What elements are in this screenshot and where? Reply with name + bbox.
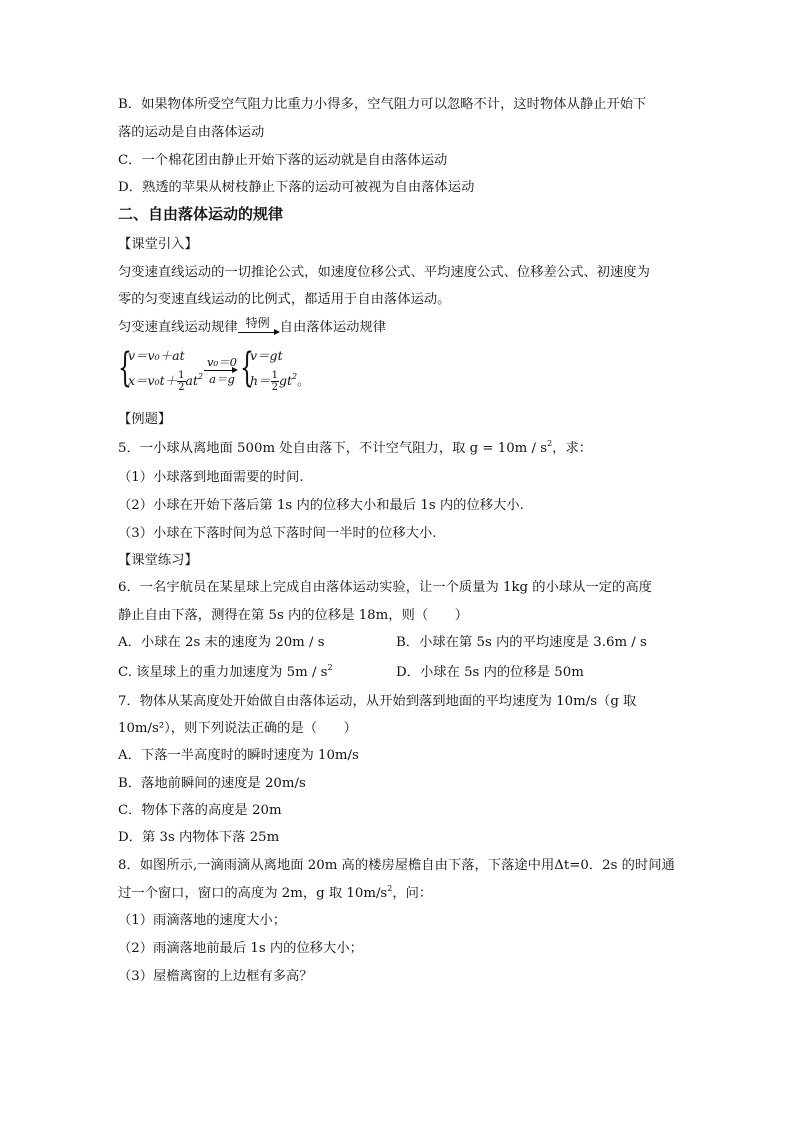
q6-option-c: C. 该星球上的重力加速度为 $5m / s^2$ [118, 663, 333, 680]
formula-right-v: v＝gt [250, 348, 283, 363]
q4-option-b-line2: 落的运动是自由落体运动 [118, 125, 265, 140]
q8-part3: （3）屋檐离窗的上边框有多高？ [118, 969, 313, 984]
q8-stem-line2: 过一个窗口，窗口的高度为 2m，g 取 $10m/s^2$，问： [118, 884, 433, 901]
q6-option-a: A．小球在 2s 末的速度为 20m / s [118, 635, 325, 650]
rule-relation [118, 316, 387, 337]
formula-right-h: h＝ $\frac{1}{2}$ $gt^2$。 [250, 370, 310, 393]
q8-part1: （1）雨滴落地的速度大小； [118, 913, 287, 928]
q7-stem-line1: 7．物体从某高度处开始做自由落体运动，从开始到落到地面的平均速度为 10m/s（g 取 [118, 694, 637, 709]
q6-stem-line1: 6．一名宇航员在某星球上完成自由落体运动实验，让一个质量为 1kg 的小球从一定的高度 [118, 580, 652, 595]
formula-left-x: x＝v₀t＋ $\frac{1}{2}$ $at^2$ [128, 370, 204, 393]
intro-text-line2: 零的匀变速直线运动的比例式，都适用于自由落体运动。 [118, 292, 451, 307]
formula-cond-bottom: a＝g [209, 372, 235, 386]
q6-option-b: B．小球在第 5s 内的平均速度是 3.6m / s [396, 635, 647, 650]
q4-option-c: C．一个棉花团由静止开始下落的运动就是自由落体运动 [118, 153, 448, 168]
special-case-arrow [238, 316, 280, 337]
q5-part3: （3）小球在下落时间为总下落时间一半时的位移大小. [118, 526, 437, 541]
q4-option-b-line1: B．如果物体所受空气阻力比重力小得多，空气阻力可以忽略不计，这时物体从静止开始下 [118, 97, 647, 112]
q8-part2: （2）雨滴落地前最后 1s 内的位移大小； [118, 941, 363, 956]
q7-option-c: C．物体下落的高度是 20m [118, 803, 282, 818]
q6-option-d: D．小球在 5s 内的位移是 50m [396, 665, 584, 680]
practice-label: 【课堂练习】 [118, 553, 198, 568]
rule-left: 匀变速直线运动规律 [118, 320, 238, 335]
q4-option-d: D．熟透的苹果从树枝静止下落的运动可被视为自由落体运动 [118, 180, 475, 195]
q7-option-a: A．下落一半高度时的瞬时速度为 10m/s [118, 748, 359, 763]
formula-block: { v＝v₀＋at x＝v₀t＋ $\frac{1}{2}$ $at^2$ v₀＝0 a＝g { v＝gt h＝ $\frac{1}{2}$ $gt^2$。 [118, 345, 310, 393]
section-heading: 二、自由落体运动的规律 [118, 205, 284, 223]
formula-left-v: v＝v₀＋at [128, 348, 185, 363]
intro-label: 【课堂引入】 [118, 237, 198, 252]
rule-right: 自由落体运动规律 [279, 320, 387, 335]
q7-option-d: D．第 3s 内物体下落 25m [118, 830, 280, 845]
special-case-label: 特例 [245, 316, 270, 330]
intro-text-line1: 匀变速直线运动的一切推论公式，如速度位移公式、平均速度公式、位移差公式、初速度为 [118, 265, 650, 280]
q8-stem-line1: 8．如图所示,一滴雨滴从离地面 20m 高的楼房屋檐自由下落，下落途中用Δt=0．2s 的时间通 [118, 858, 675, 873]
formula-cond-top: v₀＝0 [207, 355, 237, 369]
q5-part2: （2）小球在开始下落后第 1s 内的位移大小和最后 1s 内的位移大小. [118, 498, 524, 513]
q7-option-b: B．落地前瞬间的速度是 20m/s [118, 776, 306, 791]
q7-stem-line2: 10m/s²），则下列说法正确的是（ ） [118, 721, 357, 736]
q5-part1: （1）小球落到地面需要的时间. [118, 470, 304, 485]
q5-stem: 5．一小球从离地面 500m 处自由落下，不计空气阻力，取 $g = 10m / s^2$，求： [118, 439, 593, 456]
q6-stem-line2: 静止自由下落，测得在第 5s 内的位移是 18m，则（ ） [118, 608, 469, 623]
example-label: 【例题】 [118, 412, 172, 427]
